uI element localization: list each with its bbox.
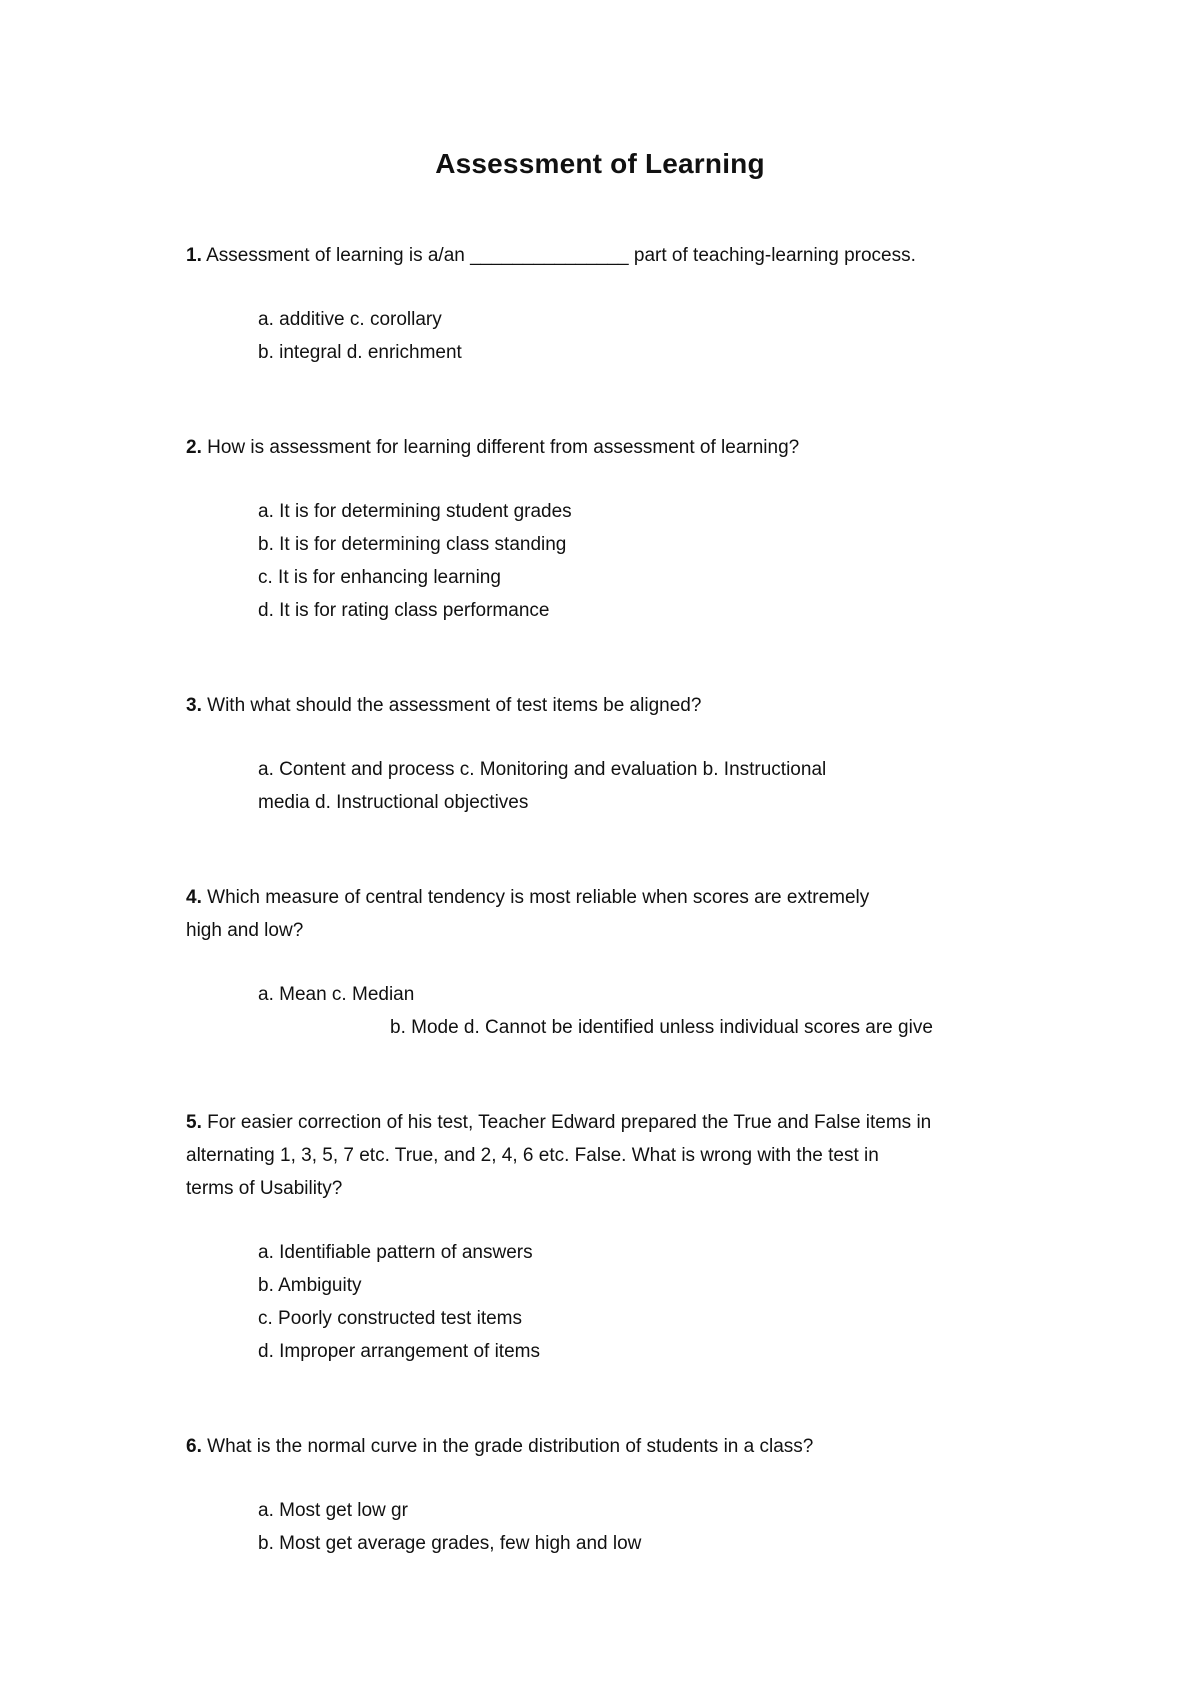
question-5 (186, 1111, 931, 1135)
option-line: b. Ambiguity (258, 1275, 362, 1296)
option-line: a. additive c. corollary (258, 309, 442, 330)
question-number: 4. (186, 887, 202, 908)
option-line: a. Identifiable pattern of answers (258, 1242, 533, 1263)
option-line: media d. Instructional objectives (258, 792, 529, 813)
question-text-continued: terms of Usability? (186, 1178, 343, 1199)
option-line: b. integral d. enrichment (258, 342, 462, 363)
question-3 (186, 694, 701, 718)
option-line: c. It is for enhancing learning (258, 567, 501, 588)
option-line: a. Most get low gr (258, 1500, 408, 1521)
option-line: a. It is for determining student grades (258, 501, 572, 522)
option-line: b. It is for determining class standing (258, 534, 567, 555)
question-1 (186, 244, 916, 268)
question-text: How is assessment for learning different from assessment of learning? (201, 437, 800, 458)
question-number: 2. (186, 437, 202, 458)
question-number: 6. (186, 1436, 202, 1457)
question-text-continued: alternating 1, 3, 5, 7 etc. True, and 2, 4, 6 etc. False. What is wrong with the test in (186, 1145, 879, 1166)
option-line: a. Mean c. Median (258, 984, 415, 1005)
question-text: Which measure of central tendency is most reliable when scores are extremely (201, 887, 870, 908)
question-text: With what should the assessment of test items be aligned? (201, 695, 702, 716)
option-line: c. Poorly constructed test items (258, 1308, 522, 1329)
question-6 (186, 1435, 813, 1459)
question-number: 3. (186, 695, 202, 716)
option-line: b. Mode d. Cannot be identified unless individual scores are give (390, 1017, 933, 1038)
option-line: d. Improper arrangement of items (258, 1341, 540, 1362)
question-text: What is the normal curve in the grade distribution of students in a class? (201, 1436, 814, 1457)
option-line: b. Most get average grades, few high and low (258, 1533, 642, 1554)
option-line: a. Content and process c. Monitoring and evaluation b. Instructional (258, 759, 827, 780)
question-number: 5. (186, 1112, 202, 1133)
question-2 (186, 436, 799, 460)
question-text-continued: high and low? (186, 920, 304, 941)
question-4 (186, 886, 869, 910)
page-title: Assessment of Learning (435, 148, 765, 179)
question-text: Assessment of learning is a/an _______________ part of teaching-learning process. (201, 245, 916, 266)
question-text: For easier correction of his test, Teacher Edward prepared the True and False items in (201, 1112, 932, 1133)
question-number: 1. (186, 245, 202, 266)
option-line: d. It is for rating class performance (258, 600, 550, 621)
